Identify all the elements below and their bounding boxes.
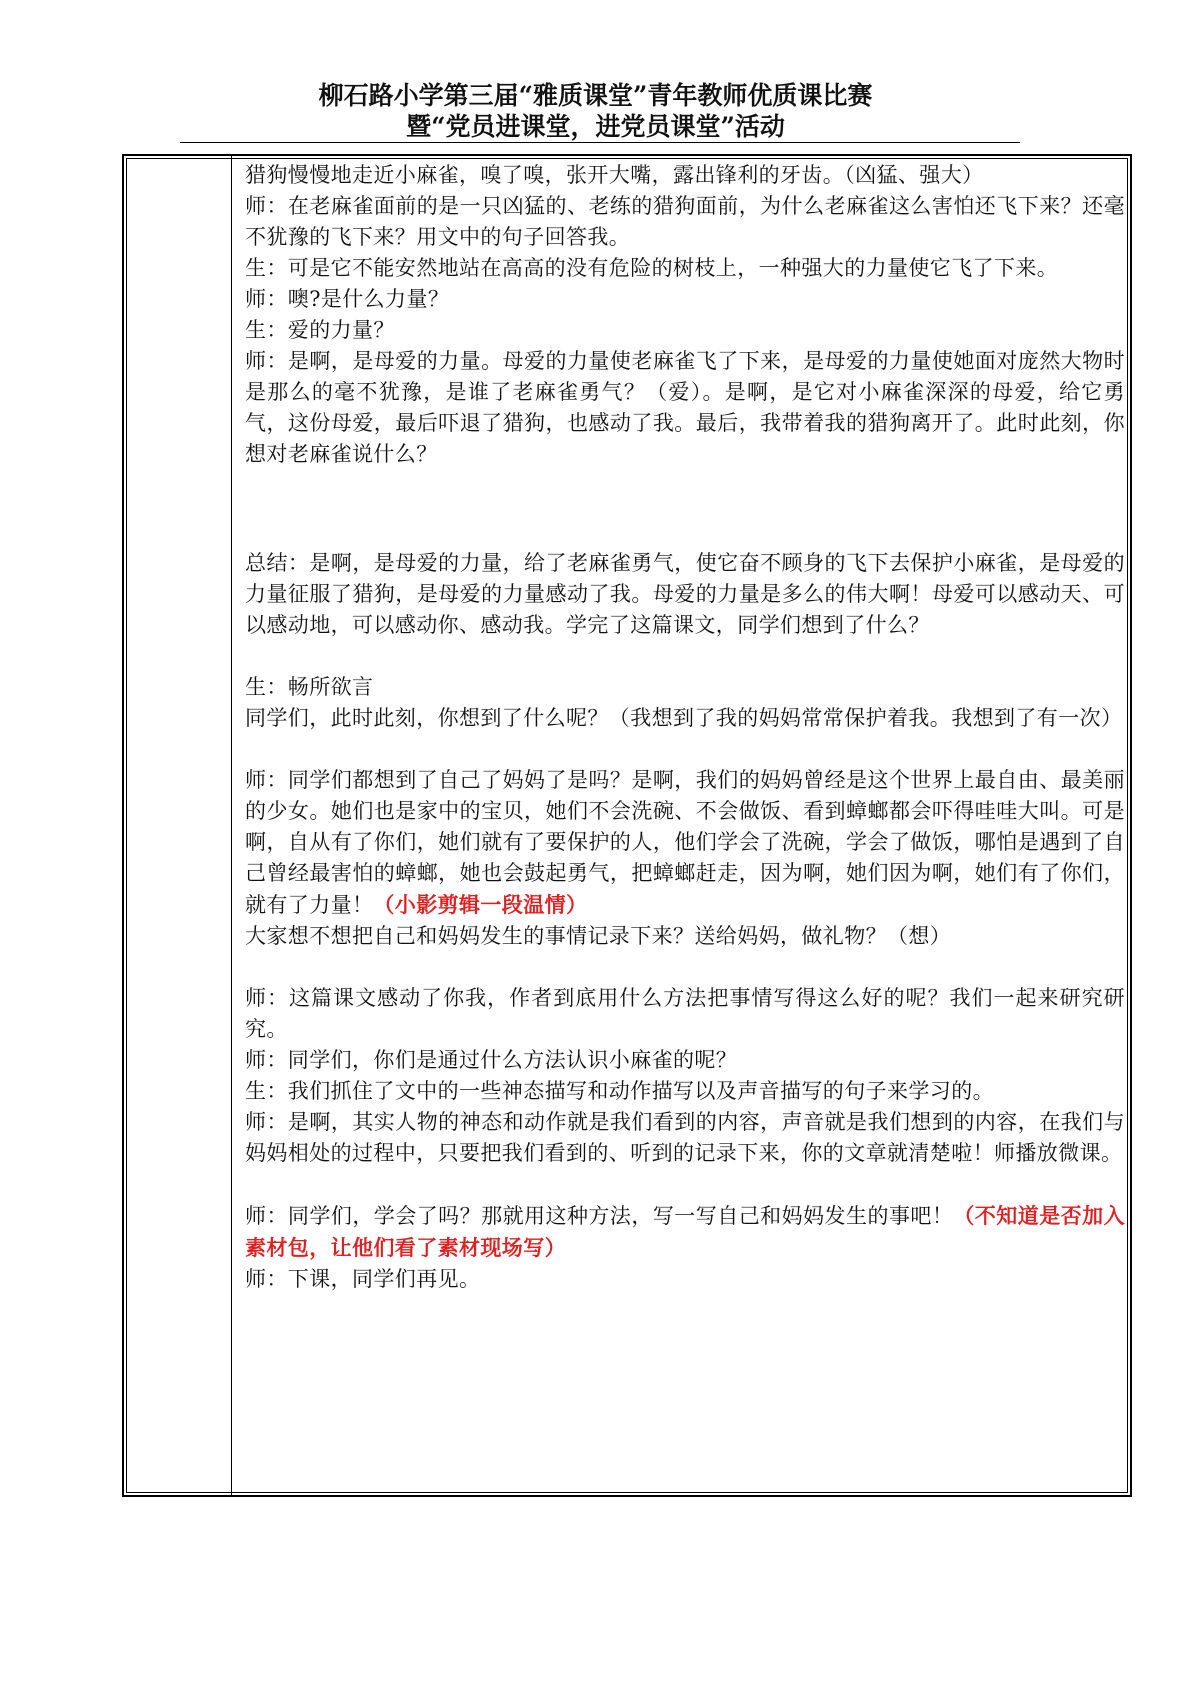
editor-note-material: （不知道是否加入素材包，让他们看了素材现场写） bbox=[245, 1203, 1125, 1260]
spacer bbox=[245, 517, 1125, 548]
paragraph-student-free-talk: 生：畅所欲言 bbox=[245, 675, 374, 699]
spacer bbox=[245, 1169, 1125, 1200]
paragraph-teacher-mother-love: 师：是啊，是母爱的力量。母爱的力量使老麻雀飞了下来，是母爱的力量使她面对庞然大物时是那么的毫不犹豫，是谁了老麻雀勇气？（爱）。是啊，是它对小麻雀深深的母爱，给它勇气，这份母爱，最后吓退了猎狗，也感动了我。最后，我带着我的猎狗离开了。此时此刻，你想对老麻雀说什么？ bbox=[245, 349, 1125, 466]
paragraph-teacher-mothers bbox=[245, 765, 1125, 921]
paragraph-teacher-question: 师：在老麻雀面前的是一只凶猛的、老练的猎狗面前，为什么老麻雀这么害怕还飞下来？还毫不犹豫的飞下来？用文中的句子回答我。 bbox=[245, 194, 1125, 249]
paragraph-teacher-method: 师：这篇课文感动了你我，作者到底用什么方法把事情写得这么好的呢？我们一起来研究研究。 bbox=[245, 986, 1125, 1041]
spacer bbox=[245, 641, 1125, 672]
mothers-text: 师：同学们都想到了自己了妈妈了是吗？是啊，我们的妈妈曾经是这个世界上最自由、最美丽的少女。她们也是家中的宝贝，她们不会洗碗、不会做饭、看到蟑螂都会吓得哇哇大叫。可是啊，自从有了你们，她们就有了要保护的人，他们学会了洗碗，学会了做饭，哪怕是遇到了自己曾经最害怕的蟑螂，她也会鼓起勇气，把蟑螂赶走，因为啊，她们因为啊，她们有了你们，就有了力量！ bbox=[245, 768, 1125, 917]
paragraph-dog-approach: 猎狗慢慢地走近小麻雀，嗅了嗅，张开大嘴，露出锋利的牙齿。（凶猛、强大） bbox=[245, 163, 984, 187]
paragraph-teacher-how-know: 师：同学们，你们是通过什么方法认识小麻雀的呢？ bbox=[245, 1048, 738, 1072]
paragraph-student-description: 生：我们抓住了文中的一些神态描写和动作描写以及声音描写的句子来学习的。 bbox=[245, 1079, 994, 1103]
paragraph-class-prompt: 同学们，此时此刻，你想到了什么呢？（我想到了我的妈妈常常保护着我。我想到了有一次） bbox=[245, 706, 1123, 730]
paragraph-class-dismissed: 师：下课，同学们再见。 bbox=[245, 1267, 481, 1291]
header-underline bbox=[180, 142, 1020, 143]
paragraph-student-love: 生：爱的力量？ bbox=[245, 318, 395, 342]
document-header bbox=[0, 80, 1191, 142]
paragraph-record-gift: 大家想不想把自己和妈妈发生的事情记录下来？送给妈妈，做礼物？（想） bbox=[245, 924, 952, 948]
paragraph-teacher-writing-task bbox=[245, 1200, 1125, 1264]
paragraph-teacher-explain: 师：是啊，其实人物的神态和动作就是我们看到的内容，声音就是我们想到的内容，在我们与妈妈相处的过程中，只要把我们看到的、听到的记录下来，你的文章就清楚啦！师播放微课。 bbox=[245, 1110, 1125, 1165]
spacer bbox=[245, 734, 1125, 765]
paragraph-teacher-what-power: 师：噢?是什么力量？ bbox=[245, 287, 450, 311]
paragraph-summary: 总结：是啊，是母爱的力量，给了老麻雀勇气，使它奋不顾身的飞下去保护小麻雀，是母爱的力量征服了猎狗，是母爱的力量感动了我。母爱的力量是多么的伟大啊！母爱可以感动天、可以感动地，可以感动你、感动我。学完了这篇课文，同学们想到了什么？ bbox=[245, 551, 1125, 637]
table-column-divider bbox=[231, 154, 232, 1497]
lesson-content-cell bbox=[245, 160, 1125, 1295]
editor-note-video: （小影剪辑一段温情） bbox=[373, 892, 588, 917]
writing-task-text: 师：同学们，学会了吗？那就用这种方法，写一写自己和妈妈发生的事吧！ bbox=[245, 1204, 954, 1228]
header-title-line2: 暨“党员进课堂，进党员课堂”活动 bbox=[406, 112, 785, 141]
spacer bbox=[245, 952, 1125, 983]
spacer bbox=[245, 470, 1125, 517]
header-title-line1: 柳石路小学第三届“雅质课堂”青年教师优质课比赛 bbox=[318, 81, 873, 110]
paragraph-student-answer: 生：可是它不能安然地站在高高的没有危险的树枝上，一种强大的力量使它飞了下来。 bbox=[245, 256, 1059, 280]
